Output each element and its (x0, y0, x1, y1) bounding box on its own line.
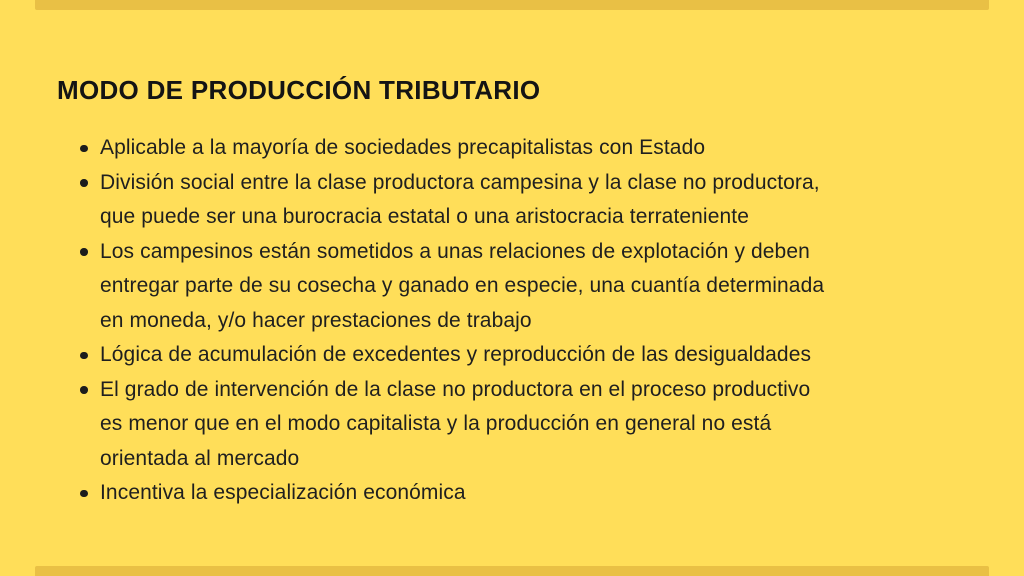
bullet-item (74, 166, 1004, 235)
bullet-dot (74, 476, 100, 511)
bullet-item (74, 373, 1004, 477)
bullet-line: entregar parte de su cosecha y ganado en especie, una cuantía determinada (100, 274, 825, 297)
bullet-dot (74, 235, 100, 270)
bullet-list (74, 131, 1004, 511)
bullet-line: es menor que en el modo capitalista y la producción en general no está (100, 412, 772, 435)
bullet-line: Lógica de acumulación de excedentes y reproducción de las desigualdades (100, 343, 812, 366)
bullet-item (74, 338, 1004, 373)
bullet-dot (74, 373, 100, 408)
bullet-dot (74, 166, 100, 201)
bullet-item (74, 476, 1004, 511)
bullet-line: Incentiva la especialización económica (100, 481, 466, 504)
bullet-line: orientada al mercado (100, 446, 300, 470)
bullet-item (74, 131, 1004, 166)
bullet-line: Los campesinos están sometidos a unas relaciones de explotación y deben (100, 239, 810, 263)
top-edge-bar (35, 0, 989, 10)
bullet-line: que puede ser una burocracia estatal o una aristocracia terrateniente (100, 205, 749, 228)
bottom-edge-bar (35, 566, 989, 576)
bullet-item (74, 235, 1004, 339)
bullet-line: El grado de intervención de la clase no productora en el proceso productivo (100, 377, 811, 401)
bullet-line: División social entre la clase productora campesina y la clase no productora, (100, 170, 820, 194)
bullet-dot (74, 131, 100, 166)
bullet-line: en moneda, y/o hacer prestaciones de trabajo (100, 308, 532, 332)
bullet-dot (74, 338, 100, 373)
bullet-line: Aplicable a la mayoría de sociedades precapitalistas con Estado (100, 136, 706, 159)
slide-title: MODO DE PRODUCCIÓN TRIBUTARIO (57, 75, 541, 106)
